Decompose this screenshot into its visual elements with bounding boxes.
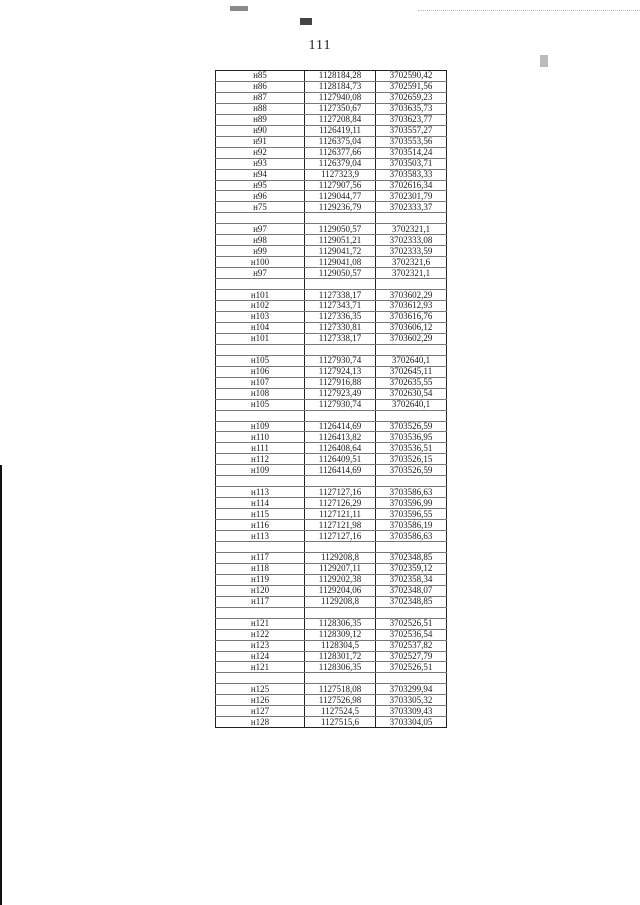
table-row (216, 191, 447, 202)
x-coordinate-cell: 1127923,49 (305, 388, 376, 399)
x-coordinate-cell: 1127127,16 (305, 487, 376, 498)
table-row (216, 71, 447, 82)
y-coordinate-cell: 3702321,1 (376, 224, 447, 235)
table-row (216, 125, 447, 136)
table-row (216, 563, 447, 574)
table-row (216, 366, 447, 377)
x-coordinate-cell: 1129208,8 (305, 596, 376, 607)
table-row (216, 432, 447, 443)
x-coordinate-cell: 1128301,72 (305, 651, 376, 662)
table-row (216, 498, 447, 509)
y-coordinate-cell (376, 279, 447, 290)
x-coordinate-cell: 1127121,98 (305, 520, 376, 531)
point-name-cell: н94 (216, 169, 305, 180)
y-coordinate-cell: 3702527,79 (376, 651, 447, 662)
table-row (216, 103, 447, 114)
table-row (216, 717, 447, 728)
x-coordinate-cell: 1127907,56 (305, 180, 376, 191)
y-coordinate-cell (376, 673, 447, 684)
table-row (216, 640, 447, 651)
x-coordinate-cell: 1127208,84 (305, 114, 376, 125)
y-coordinate-cell: 3703602,29 (376, 333, 447, 344)
point-name-cell: н120 (216, 585, 305, 596)
x-coordinate-cell: 1127336,35 (305, 311, 376, 322)
y-coordinate-cell: 3702526,51 (376, 618, 447, 629)
x-coordinate-cell (305, 279, 376, 290)
y-coordinate-cell: 3703536,51 (376, 443, 447, 454)
y-coordinate-cell: 3702333,37 (376, 202, 447, 213)
y-coordinate-cell: 3702591,56 (376, 81, 447, 92)
table-row (216, 224, 447, 235)
y-coordinate-cell: 3702321,1 (376, 268, 447, 279)
x-coordinate-cell: 1127323,9 (305, 169, 376, 180)
y-coordinate-cell: 3703602,29 (376, 290, 447, 301)
y-coordinate-cell: 3703503,71 (376, 158, 447, 169)
point-name-cell (216, 607, 305, 618)
point-name-cell: н104 (216, 322, 305, 333)
point-name-cell: н87 (216, 92, 305, 103)
table-row (216, 246, 447, 257)
y-coordinate-cell: 3703526,59 (376, 421, 447, 432)
table-row (216, 322, 447, 333)
y-coordinate-cell: 3702321,6 (376, 257, 447, 268)
y-coordinate-cell: 3703596,55 (376, 509, 447, 520)
table-row (216, 333, 447, 344)
table-row (216, 311, 447, 322)
scan-edge-bar (0, 465, 2, 905)
coordinates-table-body (216, 71, 447, 728)
point-name-cell: н75 (216, 202, 305, 213)
x-coordinate-cell: 1128309,12 (305, 629, 376, 640)
y-coordinate-cell: 3703553,56 (376, 136, 447, 147)
point-name-cell: н85 (216, 71, 305, 82)
x-coordinate-cell: 1126414,69 (305, 421, 376, 432)
point-name-cell: н101 (216, 290, 305, 301)
point-name-cell: н111 (216, 443, 305, 454)
point-name-cell (216, 476, 305, 487)
point-name-cell: н115 (216, 509, 305, 520)
x-coordinate-cell: 1126379,04 (305, 158, 376, 169)
y-coordinate-cell: 3702536,54 (376, 629, 447, 640)
point-name-cell: н113 (216, 487, 305, 498)
table-row (216, 651, 447, 662)
table-row (216, 355, 447, 366)
point-name-cell: н100 (216, 257, 305, 268)
table-row (216, 520, 447, 531)
table-row (216, 585, 447, 596)
table-row (216, 147, 447, 158)
x-coordinate-cell: 1127343,71 (305, 301, 376, 312)
y-coordinate-cell: 3702635,55 (376, 377, 447, 388)
y-coordinate-cell: 3703586,63 (376, 487, 447, 498)
point-name-cell (216, 673, 305, 684)
x-coordinate-cell: 1127338,17 (305, 333, 376, 344)
y-coordinate-cell: 3702640,1 (376, 355, 447, 366)
table-row (216, 268, 447, 279)
y-coordinate-cell: 3702630,54 (376, 388, 447, 399)
table-row (216, 596, 447, 607)
y-coordinate-cell: 3703596,99 (376, 498, 447, 509)
point-name-cell: н103 (216, 311, 305, 322)
y-coordinate-cell: 3703623,77 (376, 114, 447, 125)
x-coordinate-cell: 1127338,17 (305, 290, 376, 301)
table-row (216, 552, 447, 563)
y-coordinate-cell (376, 476, 447, 487)
point-name-cell: н93 (216, 158, 305, 169)
y-coordinate-cell: 3702616,34 (376, 180, 447, 191)
x-coordinate-cell: 1129051,21 (305, 235, 376, 246)
table-row (216, 180, 447, 191)
x-coordinate-cell (305, 476, 376, 487)
point-name-cell: н112 (216, 454, 305, 465)
point-name-cell: н119 (216, 574, 305, 585)
table-row (216, 388, 447, 399)
y-coordinate-cell: 3702526,51 (376, 662, 447, 673)
y-coordinate-cell (376, 541, 447, 552)
point-name-cell: н96 (216, 191, 305, 202)
y-coordinate-cell: 3703299,94 (376, 684, 447, 695)
y-coordinate-cell: 3703309,43 (376, 706, 447, 717)
point-name-cell: н121 (216, 618, 305, 629)
x-coordinate-cell: 1126413,82 (305, 432, 376, 443)
y-coordinate-cell: 3703514,24 (376, 147, 447, 158)
table-row (216, 377, 447, 388)
point-name-cell: н105 (216, 399, 305, 410)
y-coordinate-cell: 3703526,59 (376, 465, 447, 476)
point-name-cell (216, 410, 305, 421)
table-row (216, 158, 447, 169)
table-row (216, 92, 447, 103)
x-coordinate-cell (305, 213, 376, 224)
x-coordinate-cell (305, 673, 376, 684)
x-coordinate-cell: 1127916,88 (305, 377, 376, 388)
point-name-cell: н128 (216, 717, 305, 728)
point-name-cell: н124 (216, 651, 305, 662)
table-row (216, 235, 447, 246)
y-coordinate-cell: 3702359,12 (376, 563, 447, 574)
y-coordinate-cell (376, 410, 447, 421)
point-name-cell: н110 (216, 432, 305, 443)
x-coordinate-cell: 1127126,29 (305, 498, 376, 509)
x-coordinate-cell: 1129236,79 (305, 202, 376, 213)
point-name-cell: н123 (216, 640, 305, 651)
y-coordinate-cell: 3702348,07 (376, 585, 447, 596)
x-coordinate-cell (305, 410, 376, 421)
point-name-cell (216, 344, 305, 355)
x-coordinate-cell (305, 541, 376, 552)
page-number: 111 (308, 38, 332, 53)
coordinates-table (215, 70, 447, 728)
y-coordinate-cell (376, 213, 447, 224)
x-coordinate-cell (305, 607, 376, 618)
y-coordinate-cell: 3702590,42 (376, 71, 447, 82)
point-name-cell: н116 (216, 520, 305, 531)
x-coordinate-cell: 1126377,66 (305, 147, 376, 158)
x-coordinate-cell: 1128306,35 (305, 662, 376, 673)
x-coordinate-cell: 1126419,11 (305, 125, 376, 136)
point-name-cell (216, 213, 305, 224)
table-spacer-row (216, 279, 447, 290)
point-name-cell: н114 (216, 498, 305, 509)
table-row (216, 684, 447, 695)
y-coordinate-cell: 3702537,82 (376, 640, 447, 651)
table-row (216, 574, 447, 585)
x-coordinate-cell: 1129041,72 (305, 246, 376, 257)
table-row (216, 136, 447, 147)
x-coordinate-cell: 1129050,57 (305, 268, 376, 279)
x-coordinate-cell: 1127518,08 (305, 684, 376, 695)
point-name-cell: н86 (216, 81, 305, 92)
y-coordinate-cell: 3703526,15 (376, 454, 447, 465)
x-coordinate-cell (305, 344, 376, 355)
table-row (216, 695, 447, 706)
x-coordinate-cell: 1129202,38 (305, 574, 376, 585)
y-coordinate-cell: 3702659,23 (376, 92, 447, 103)
point-name-cell: н117 (216, 596, 305, 607)
y-coordinate-cell: 3703586,63 (376, 531, 447, 542)
point-name-cell: н92 (216, 147, 305, 158)
table-row (216, 114, 447, 125)
y-coordinate-cell (376, 607, 447, 618)
y-coordinate-cell: 3702333,59 (376, 246, 447, 257)
table-row (216, 301, 447, 312)
x-coordinate-cell: 1129208,8 (305, 552, 376, 563)
x-coordinate-cell: 1127924,13 (305, 366, 376, 377)
x-coordinate-cell: 1126375,04 (305, 136, 376, 147)
table-spacer-row (216, 410, 447, 421)
point-name-cell: н126 (216, 695, 305, 706)
x-coordinate-cell: 1126408,64 (305, 443, 376, 454)
point-name-cell: н102 (216, 301, 305, 312)
point-name-cell: н98 (216, 235, 305, 246)
table-spacer-row (216, 541, 447, 552)
x-coordinate-cell: 1129044,77 (305, 191, 376, 202)
x-coordinate-cell: 1129041,08 (305, 257, 376, 268)
table-spacer-row (216, 607, 447, 618)
point-name-cell: н121 (216, 662, 305, 673)
table-row (216, 81, 447, 92)
x-coordinate-cell: 1126414,69 (305, 465, 376, 476)
table-spacer-row (216, 476, 447, 487)
point-name-cell: н109 (216, 465, 305, 476)
stamp-smudge (230, 6, 248, 11)
table-row (216, 202, 447, 213)
x-coordinate-cell: 1127330,81 (305, 322, 376, 333)
x-coordinate-cell: 1127526,98 (305, 695, 376, 706)
table-row (216, 618, 447, 629)
table-row (216, 706, 447, 717)
point-name-cell: н125 (216, 684, 305, 695)
table-row (216, 421, 447, 432)
y-coordinate-cell: 3702333,08 (376, 235, 447, 246)
y-coordinate-cell: 3702645,11 (376, 366, 447, 377)
point-name-cell: н113 (216, 531, 305, 542)
table-row (216, 290, 447, 301)
table-row (216, 487, 447, 498)
x-coordinate-cell: 1127930,74 (305, 355, 376, 366)
point-name-cell: н88 (216, 103, 305, 114)
scan-edge-line (418, 10, 640, 12)
y-coordinate-cell: 3703305,32 (376, 695, 447, 706)
table-row (216, 257, 447, 268)
x-coordinate-cell: 1129050,57 (305, 224, 376, 235)
point-name-cell: н108 (216, 388, 305, 399)
x-coordinate-cell: 1127121,11 (305, 509, 376, 520)
x-coordinate-cell: 1127127,16 (305, 531, 376, 542)
x-coordinate-cell: 1129204,06 (305, 585, 376, 596)
point-name-cell: н107 (216, 377, 305, 388)
y-coordinate-cell: 3703616,76 (376, 311, 447, 322)
point-name-cell: н122 (216, 629, 305, 640)
point-name-cell: н99 (216, 246, 305, 257)
y-coordinate-cell: 3703612,93 (376, 301, 447, 312)
x-coordinate-cell: 1128304,5 (305, 640, 376, 651)
y-coordinate-cell: 3703606,12 (376, 322, 447, 333)
x-coordinate-cell: 1128306,35 (305, 618, 376, 629)
y-coordinate-cell: 3703557,27 (376, 125, 447, 136)
stamp-smudge (300, 18, 312, 25)
point-name-cell: н117 (216, 552, 305, 563)
table-spacer-row (216, 673, 447, 684)
table-row (216, 399, 447, 410)
table-row (216, 443, 447, 454)
table-row (216, 531, 447, 542)
x-coordinate-cell: 1126409,51 (305, 454, 376, 465)
table-row (216, 169, 447, 180)
y-coordinate-cell: 3702348,85 (376, 552, 447, 563)
y-coordinate-cell: 3703304,05 (376, 717, 447, 728)
point-name-cell (216, 279, 305, 290)
y-coordinate-cell: 3703583,33 (376, 169, 447, 180)
point-name-cell: н118 (216, 563, 305, 574)
y-coordinate-cell: 3702358,34 (376, 574, 447, 585)
point-name-cell: н127 (216, 706, 305, 717)
y-coordinate-cell (376, 344, 447, 355)
point-name-cell: н95 (216, 180, 305, 191)
stamp-smudge (540, 55, 548, 67)
point-name-cell: н106 (216, 366, 305, 377)
table-row (216, 509, 447, 520)
point-name-cell: н89 (216, 114, 305, 125)
x-coordinate-cell: 1127350,67 (305, 103, 376, 114)
y-coordinate-cell: 3703635,73 (376, 103, 447, 114)
table-spacer-row (216, 213, 447, 224)
x-coordinate-cell: 1128184,73 (305, 81, 376, 92)
table-row (216, 662, 447, 673)
point-name-cell: н101 (216, 333, 305, 344)
x-coordinate-cell: 1127930,74 (305, 399, 376, 410)
point-name-cell (216, 541, 305, 552)
point-name-cell: н97 (216, 268, 305, 279)
point-name-cell: н109 (216, 421, 305, 432)
x-coordinate-cell: 1127940,08 (305, 92, 376, 103)
y-coordinate-cell: 3702640,1 (376, 399, 447, 410)
y-coordinate-cell: 3702348,85 (376, 596, 447, 607)
x-coordinate-cell: 1129207,11 (305, 563, 376, 574)
table-row (216, 629, 447, 640)
table-row (216, 465, 447, 476)
y-coordinate-cell: 3703586,19 (376, 520, 447, 531)
table-spacer-row (216, 344, 447, 355)
point-name-cell: н91 (216, 136, 305, 147)
table-row (216, 454, 447, 465)
point-name-cell: н90 (216, 125, 305, 136)
y-coordinate-cell: 3702301,79 (376, 191, 447, 202)
point-name-cell: н105 (216, 355, 305, 366)
x-coordinate-cell: 1127515,6 (305, 717, 376, 728)
x-coordinate-cell: 1128184,28 (305, 71, 376, 82)
y-coordinate-cell: 3703536,95 (376, 432, 447, 443)
x-coordinate-cell: 1127524,5 (305, 706, 376, 717)
point-name-cell: н97 (216, 224, 305, 235)
